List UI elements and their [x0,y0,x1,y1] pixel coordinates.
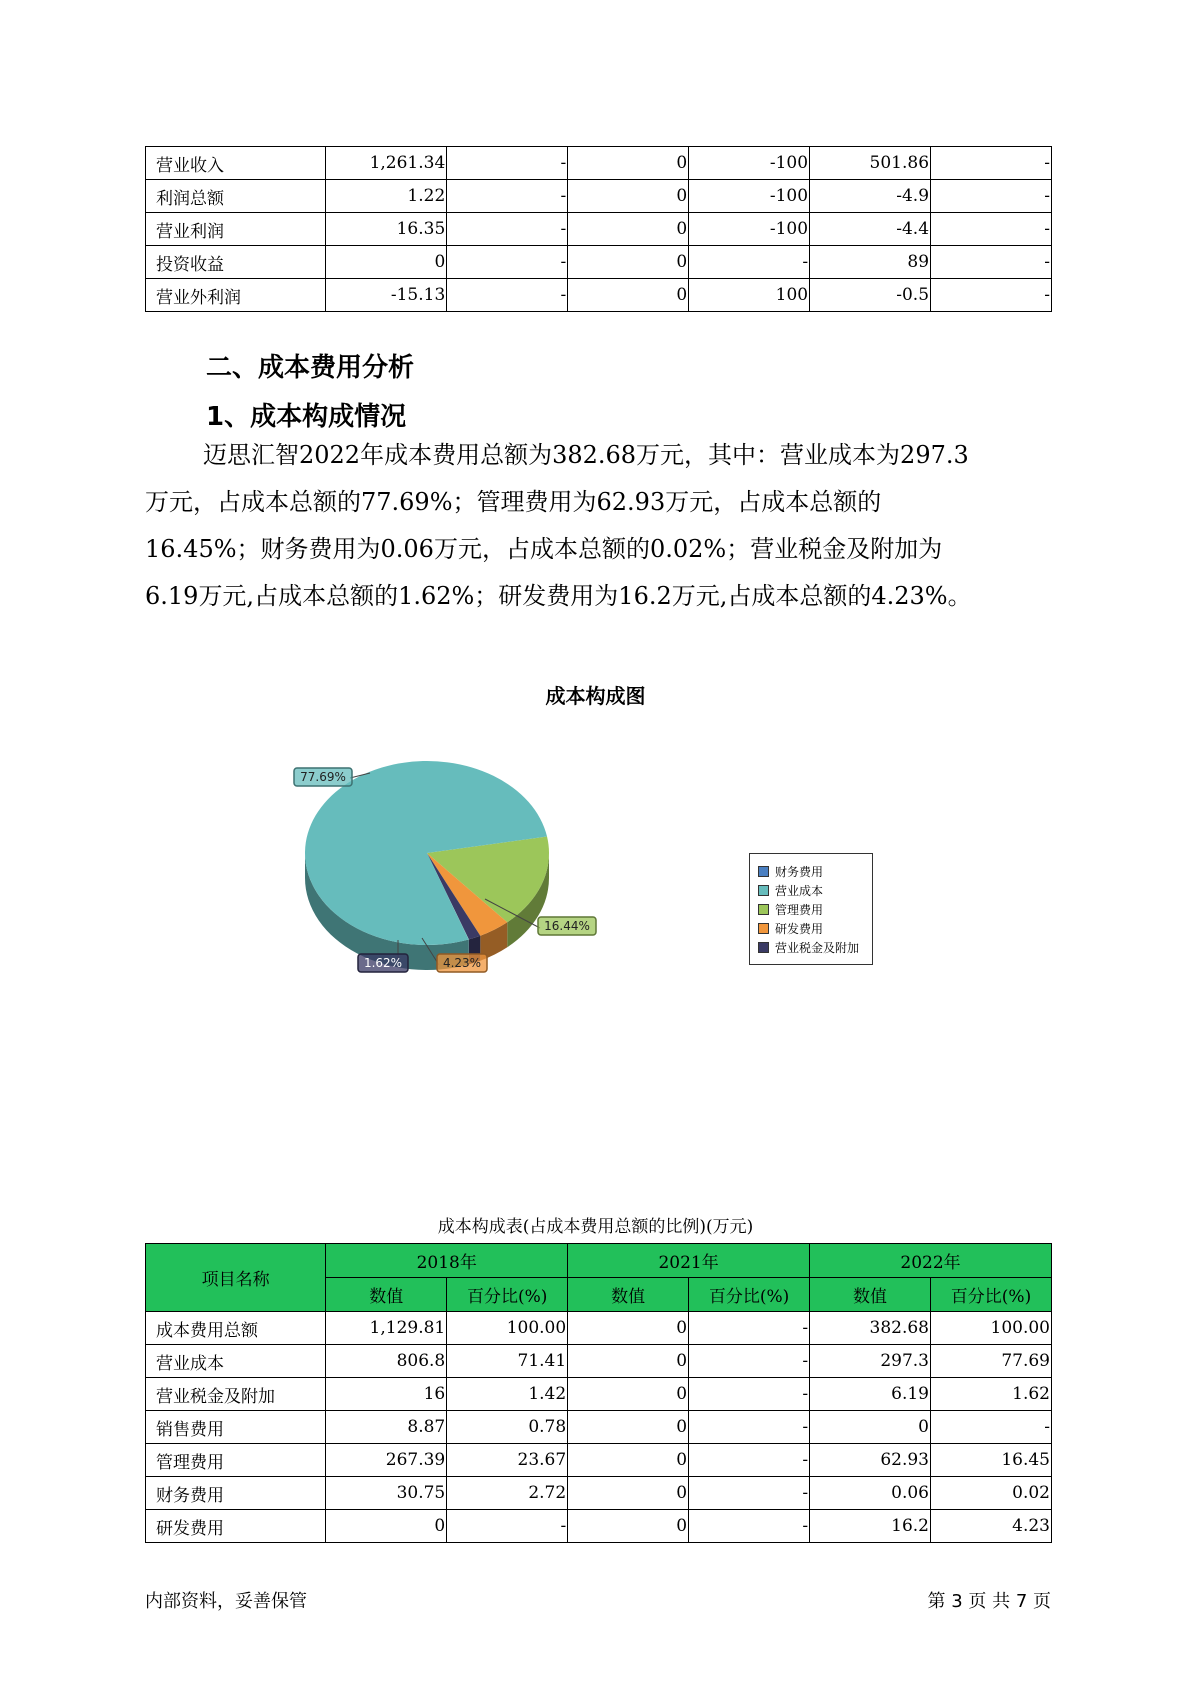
legend-label: 管理费用 [775,903,824,917]
table-cell: 0 [810,1411,931,1444]
table-cell: -100 [689,213,810,246]
chart-legend [749,853,873,965]
table-cell: 0 [568,213,689,246]
table-cell: 1.62 [930,1378,1051,1411]
table-row [146,1312,1052,1345]
table-row [146,1378,1052,1411]
row-label: 营业收入 [146,147,326,180]
paragraph-line: 16.45%；财务费用为0.06万元，占成本总额的0.02%；营业税金及附加为 [145,535,943,563]
table-cell: -100 [689,147,810,180]
table-cell: 0 [568,147,689,180]
table-cell: - [689,1312,810,1345]
header-year: 2022年 [810,1244,1052,1278]
row-label: 投资收益 [146,246,326,279]
row-label: 财务费用 [146,1477,326,1510]
table-cell: 806.8 [326,1345,447,1378]
row-label: 销售费用 [146,1411,326,1444]
table-cell: - [931,147,1052,180]
table-cell: 501.86 [810,147,931,180]
legend-entry [758,862,872,881]
pie-label-text: 77.69% [300,770,346,784]
legend-label: 营业成本 [775,884,824,898]
table-cell: 0 [568,1411,689,1444]
legend-label: 营业税金及附加 [775,941,860,955]
table-row [146,246,1052,279]
table-cell: 2.72 [447,1477,568,1510]
legend-swatch [758,885,769,896]
table-cell: - [930,1411,1051,1444]
table-cell: - [931,180,1052,213]
table-cell: 16.45 [930,1444,1051,1477]
header-percent: 百分比(%) [689,1278,810,1312]
table-cell: 100.00 [447,1312,568,1345]
paragraph-line: 迈思汇智2022年成本费用总额为382.68万元，其中：营业成本为297.3 [203,441,969,469]
header-year: 2018年 [326,1244,568,1278]
table-row [146,1444,1052,1477]
row-label: 营业利润 [146,213,326,246]
subsection-heading: 1、成本构成情况 [206,402,407,432]
table-cell: 89 [810,246,931,279]
table-cell: 0.06 [810,1477,931,1510]
table-cell: -0.5 [810,279,931,312]
header-value: 数值 [810,1278,931,1312]
table-cell: 0 [568,1510,689,1543]
table-row [146,147,1052,180]
table-cell: - [689,1411,810,1444]
table-cell: -4.4 [810,213,931,246]
table-cell: 62.93 [810,1444,931,1477]
table-cell: 0.02 [930,1477,1051,1510]
table-cell: 0 [568,1378,689,1411]
table-cell: 30.75 [326,1477,447,1510]
table-cell: - [689,1378,810,1411]
table-cell: 16.2 [810,1510,931,1543]
table-cell: -4.9 [810,180,931,213]
table-caption: 成本构成表(占成本费用总额的比例)(万元) [437,1217,754,1237]
table-cell: 0 [568,1312,689,1345]
table-cell: 71.41 [447,1345,568,1378]
table-row [146,1411,1052,1444]
table-cell: 16.35 [326,213,447,246]
table-cell: 0 [568,246,689,279]
table-cell: 0 [568,279,689,312]
header-value: 数值 [568,1278,689,1312]
table-cell: - [931,246,1052,279]
table-cell: 1,261.34 [326,147,447,180]
table-cell: 297.3 [810,1345,931,1378]
legend-swatch [758,942,769,953]
cost-summary-paragraph [145,432,1065,620]
footer-page-number: 第 3 页 共 7 页 [927,1591,1051,1612]
table-row [146,180,1052,213]
table-row [146,1477,1052,1510]
paragraph-line: 万元，占成本总额的77.69%；管理费用为62.93万元，占成本总额的 [145,488,882,516]
table-cell: 382.68 [810,1312,931,1345]
table-cell: - [447,1510,568,1543]
header-item-name: 项目名称 [146,1244,326,1312]
pie-chart [270,745,600,1005]
table-cell: 16 [326,1378,447,1411]
table-cell: -100 [689,180,810,213]
pie-label-text: 1.62% [363,956,403,970]
cost-composition-table [145,1243,1052,1543]
row-label: 管理费用 [146,1444,326,1477]
table-cell: 0 [568,1444,689,1477]
table-row [146,1345,1052,1378]
table-cell: - [447,213,568,246]
table-cell: 0 [568,1345,689,1378]
legend-swatch [758,904,769,915]
table-header-row [146,1244,1052,1278]
legend-label: 财务费用 [775,865,824,879]
header-value: 数值 [326,1278,447,1312]
row-label: 营业成本 [146,1345,326,1378]
legend-entry [758,938,872,957]
legend-entry [758,900,872,919]
table-cell: - [931,279,1052,312]
summary-table [145,146,1052,312]
table-cell: 267.39 [326,1444,447,1477]
table-cell: 100.00 [930,1312,1051,1345]
table-row [146,1510,1052,1543]
table-cell: - [689,1510,810,1543]
table-cell: 4.23 [930,1510,1051,1543]
table-cell: 0 [568,180,689,213]
table-cell: 100 [689,279,810,312]
pie-label-text: 4.23% [442,956,482,970]
table-cell: -15.13 [326,279,447,312]
row-label: 利润总额 [146,180,326,213]
table-cell: - [447,279,568,312]
table-cell: 1,129.81 [326,1312,447,1345]
table-cell: 6.19 [810,1378,931,1411]
table-cell: 0 [568,1477,689,1510]
table-cell: 0 [326,1510,447,1543]
row-label: 营业税金及附加 [146,1378,326,1411]
table-cell: - [689,1477,810,1510]
legend-entry [758,881,872,900]
header-year: 2021年 [568,1244,810,1278]
row-label: 研发费用 [146,1510,326,1543]
table-cell: 8.87 [326,1411,447,1444]
row-label: 营业外利润 [146,279,326,312]
table-cell: - [447,147,568,180]
table-cell: - [689,1345,810,1378]
footer-confidential-note: 内部资料，妥善保管 [145,1591,307,1612]
table-cell: - [689,246,810,279]
legend-swatch [758,866,769,877]
table-cell: 1.22 [326,180,447,213]
section-heading: 二、成本费用分析 [206,353,415,383]
header-percent: 百分比(%) [930,1278,1051,1312]
pie-label-text: 16.44% [544,919,590,933]
table-cell: - [689,1444,810,1477]
table-cell: - [447,180,568,213]
legend-entry [758,919,872,938]
row-label: 成本费用总额 [146,1312,326,1345]
table-cell: - [447,246,568,279]
table-cell: 77.69 [930,1345,1051,1378]
table-cell: 0 [326,246,447,279]
table-cell: 0.78 [447,1411,568,1444]
legend-label: 研发费用 [775,922,824,936]
legend-swatch [758,923,769,934]
table-row [146,213,1052,246]
table-cell: 1.42 [447,1378,568,1411]
chart-title: 成本构成图 [545,684,646,708]
table-row [146,279,1052,312]
table-cell: - [931,213,1052,246]
table-cell: 23.67 [447,1444,568,1477]
header-percent: 百分比(%) [447,1278,568,1312]
paragraph-line: 6.19万元,占成本总额的1.62%；研发费用为16.2万元,占成本总额的4.23%。 [145,582,972,610]
